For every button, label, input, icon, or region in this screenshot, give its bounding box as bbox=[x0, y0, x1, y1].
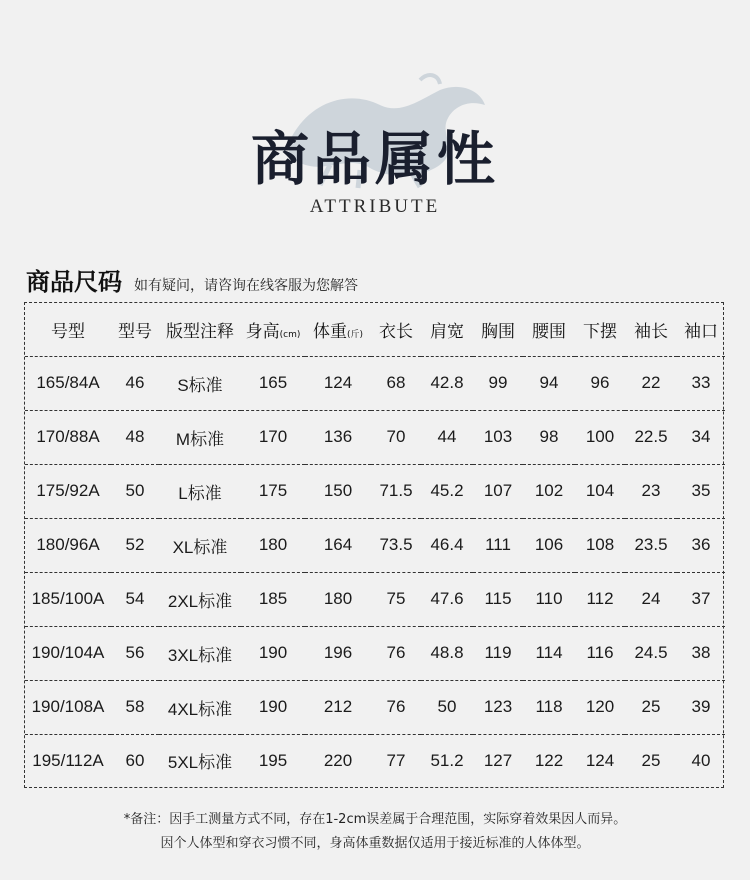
table-cell: 112 bbox=[575, 572, 625, 626]
column-header bbox=[473, 303, 523, 357]
footnote bbox=[0, 808, 750, 856]
table-cell: 96 bbox=[575, 357, 625, 411]
table-cell: 5XL标准 bbox=[159, 734, 241, 787]
table-row bbox=[25, 626, 725, 680]
table-cell: 48 bbox=[111, 410, 159, 464]
table-cell: 3XL标准 bbox=[159, 626, 241, 680]
size-table-container bbox=[24, 302, 724, 788]
table-cell: 104 bbox=[575, 464, 625, 518]
table-cell: XL标准 bbox=[159, 518, 241, 572]
table-cell: M标准 bbox=[159, 410, 241, 464]
table-cell: 33 bbox=[677, 357, 725, 411]
table-cell: 94 bbox=[523, 357, 575, 411]
column-header-label: 胸围 bbox=[481, 322, 515, 342]
table-cell: 60 bbox=[111, 734, 159, 787]
table-cell: 116 bbox=[575, 626, 625, 680]
table-row bbox=[25, 734, 725, 787]
table-cell: 52 bbox=[111, 518, 159, 572]
table-cell: 58 bbox=[111, 680, 159, 734]
column-header bbox=[25, 303, 111, 357]
table-cell: 220 bbox=[305, 734, 371, 787]
table-cell: 123 bbox=[473, 680, 523, 734]
table-cell: 170 bbox=[241, 410, 305, 464]
table-cell: 35 bbox=[677, 464, 725, 518]
table-cell: 22 bbox=[625, 357, 677, 411]
column-header-label: 型号 bbox=[118, 322, 152, 342]
column-header-unit: (斤) bbox=[346, 330, 364, 340]
table-cell: L标准 bbox=[159, 464, 241, 518]
table-cell: 50 bbox=[111, 464, 159, 518]
table-cell: 77 bbox=[371, 734, 421, 787]
table-cell: 76 bbox=[371, 680, 421, 734]
table-cell: 40 bbox=[677, 734, 725, 787]
table-cell: 70 bbox=[371, 410, 421, 464]
table-cell: 4XL标准 bbox=[159, 680, 241, 734]
table-cell: 175/92A bbox=[25, 464, 111, 518]
table-cell: 124 bbox=[575, 734, 625, 787]
table-cell: 51.2 bbox=[421, 734, 473, 787]
table-cell: 122 bbox=[523, 734, 575, 787]
column-header bbox=[625, 303, 677, 357]
table-cell: 24 bbox=[625, 572, 677, 626]
table-cell: 136 bbox=[305, 410, 371, 464]
table-cell: 195 bbox=[241, 734, 305, 787]
table-cell: 127 bbox=[473, 734, 523, 787]
column-header bbox=[523, 303, 575, 357]
column-header bbox=[241, 303, 305, 357]
table-cell: 115 bbox=[473, 572, 523, 626]
table-cell: 98 bbox=[523, 410, 575, 464]
table-cell: 50 bbox=[421, 680, 473, 734]
table-cell: 22.5 bbox=[625, 410, 677, 464]
column-header bbox=[575, 303, 625, 357]
table-cell: 103 bbox=[473, 410, 523, 464]
table-cell: 23 bbox=[625, 464, 677, 518]
table-cell: 165/84A bbox=[25, 357, 111, 411]
table-cell: 106 bbox=[523, 518, 575, 572]
footnote-line-2: 因个人体型和穿衣习惯不同，身高体重数据仅适用于接近标准的人体体型。 bbox=[160, 836, 590, 851]
column-header-unit: (cm) bbox=[279, 330, 301, 340]
table-cell: 190/108A bbox=[25, 680, 111, 734]
table-cell: 23.5 bbox=[625, 518, 677, 572]
page-subtitle: ATTRIBUTE bbox=[309, 196, 441, 217]
table-cell: 39 bbox=[677, 680, 725, 734]
column-header bbox=[159, 303, 241, 357]
table-cell: S标准 bbox=[159, 357, 241, 411]
table-cell: 190/104A bbox=[25, 626, 111, 680]
table-cell: 44 bbox=[421, 410, 473, 464]
table-cell: 107 bbox=[473, 464, 523, 518]
table-cell: 180 bbox=[241, 518, 305, 572]
table-cell: 54 bbox=[111, 572, 159, 626]
table-cell: 36 bbox=[677, 518, 725, 572]
table-cell: 185/100A bbox=[25, 572, 111, 626]
table-row bbox=[25, 518, 725, 572]
table-cell: 180 bbox=[305, 572, 371, 626]
footnote-line-1: *备注：因手工测量方式不同，存在1-2cm误差属于合理范围，实际穿着效果因人而异。 bbox=[123, 812, 627, 827]
table-cell: 100 bbox=[575, 410, 625, 464]
table-cell: 76 bbox=[371, 626, 421, 680]
table-cell: 118 bbox=[523, 680, 575, 734]
table-cell: 180/96A bbox=[25, 518, 111, 572]
table-cell: 190 bbox=[241, 680, 305, 734]
column-header bbox=[111, 303, 159, 357]
table-cell: 2XL标准 bbox=[159, 572, 241, 626]
table-cell: 37 bbox=[677, 572, 725, 626]
table-cell: 45.2 bbox=[421, 464, 473, 518]
table-cell: 212 bbox=[305, 680, 371, 734]
column-header-label: 袖长 bbox=[634, 322, 668, 342]
table-cell: 38 bbox=[677, 626, 725, 680]
size-table bbox=[25, 303, 725, 787]
table-cell: 114 bbox=[523, 626, 575, 680]
table-cell: 25 bbox=[625, 680, 677, 734]
section-note: 如有疑问，请咨询在线客服为您解答 bbox=[134, 278, 358, 294]
table-row bbox=[25, 357, 725, 411]
table-cell: 108 bbox=[575, 518, 625, 572]
table-cell: 47.6 bbox=[421, 572, 473, 626]
table-cell: 46.4 bbox=[421, 518, 473, 572]
table-cell: 56 bbox=[111, 626, 159, 680]
table-cell: 46 bbox=[111, 357, 159, 411]
table-cell: 102 bbox=[523, 464, 575, 518]
table-cell: 68 bbox=[371, 357, 421, 411]
column-header-label: 体重 bbox=[312, 322, 347, 342]
column-header bbox=[677, 303, 725, 357]
column-header-label: 肩宽 bbox=[430, 322, 464, 342]
table-cell: 73.5 bbox=[371, 518, 421, 572]
table-cell: 196 bbox=[305, 626, 371, 680]
table-cell: 71.5 bbox=[371, 464, 421, 518]
table-cell: 120 bbox=[575, 680, 625, 734]
table-cell: 110 bbox=[523, 572, 575, 626]
table-cell: 75 bbox=[371, 572, 421, 626]
section-header bbox=[26, 262, 358, 296]
table-cell: 170/88A bbox=[25, 410, 111, 464]
table-row bbox=[25, 572, 725, 626]
table-header-row bbox=[25, 303, 725, 357]
column-header-label: 号型 bbox=[51, 322, 85, 342]
table-row bbox=[25, 680, 725, 734]
table-cell: 124 bbox=[305, 357, 371, 411]
table-cell: 111 bbox=[473, 518, 523, 572]
table-cell: 195/112A bbox=[25, 734, 111, 787]
table-cell: 99 bbox=[473, 357, 523, 411]
column-header-label: 衣长 bbox=[379, 322, 413, 342]
column-header-label: 下摆 bbox=[583, 322, 617, 342]
column-header-label: 袖口 bbox=[684, 322, 718, 342]
table-row bbox=[25, 464, 725, 518]
table-cell: 185 bbox=[241, 572, 305, 626]
table-cell: 34 bbox=[677, 410, 725, 464]
table-cell: 165 bbox=[241, 357, 305, 411]
table-cell: 119 bbox=[473, 626, 523, 680]
table-cell: 42.8 bbox=[421, 357, 473, 411]
column-header bbox=[421, 303, 473, 357]
table-cell: 48.8 bbox=[421, 626, 473, 680]
table-cell: 25 bbox=[625, 734, 677, 787]
column-header-label: 身高 bbox=[245, 322, 280, 342]
column-header-label: 腰围 bbox=[532, 322, 566, 342]
page-title: 商品属性 bbox=[250, 125, 499, 193]
table-cell: 150 bbox=[305, 464, 371, 518]
hero-banner bbox=[0, 60, 750, 230]
table-row bbox=[25, 410, 725, 464]
table-cell: 24.5 bbox=[625, 626, 677, 680]
column-header bbox=[305, 303, 371, 357]
column-header-label: 版型注释 bbox=[166, 322, 234, 342]
table-cell: 190 bbox=[241, 626, 305, 680]
table-cell: 175 bbox=[241, 464, 305, 518]
section-title: 商品尺码 bbox=[26, 268, 122, 296]
column-header bbox=[371, 303, 421, 357]
table-cell: 164 bbox=[305, 518, 371, 572]
